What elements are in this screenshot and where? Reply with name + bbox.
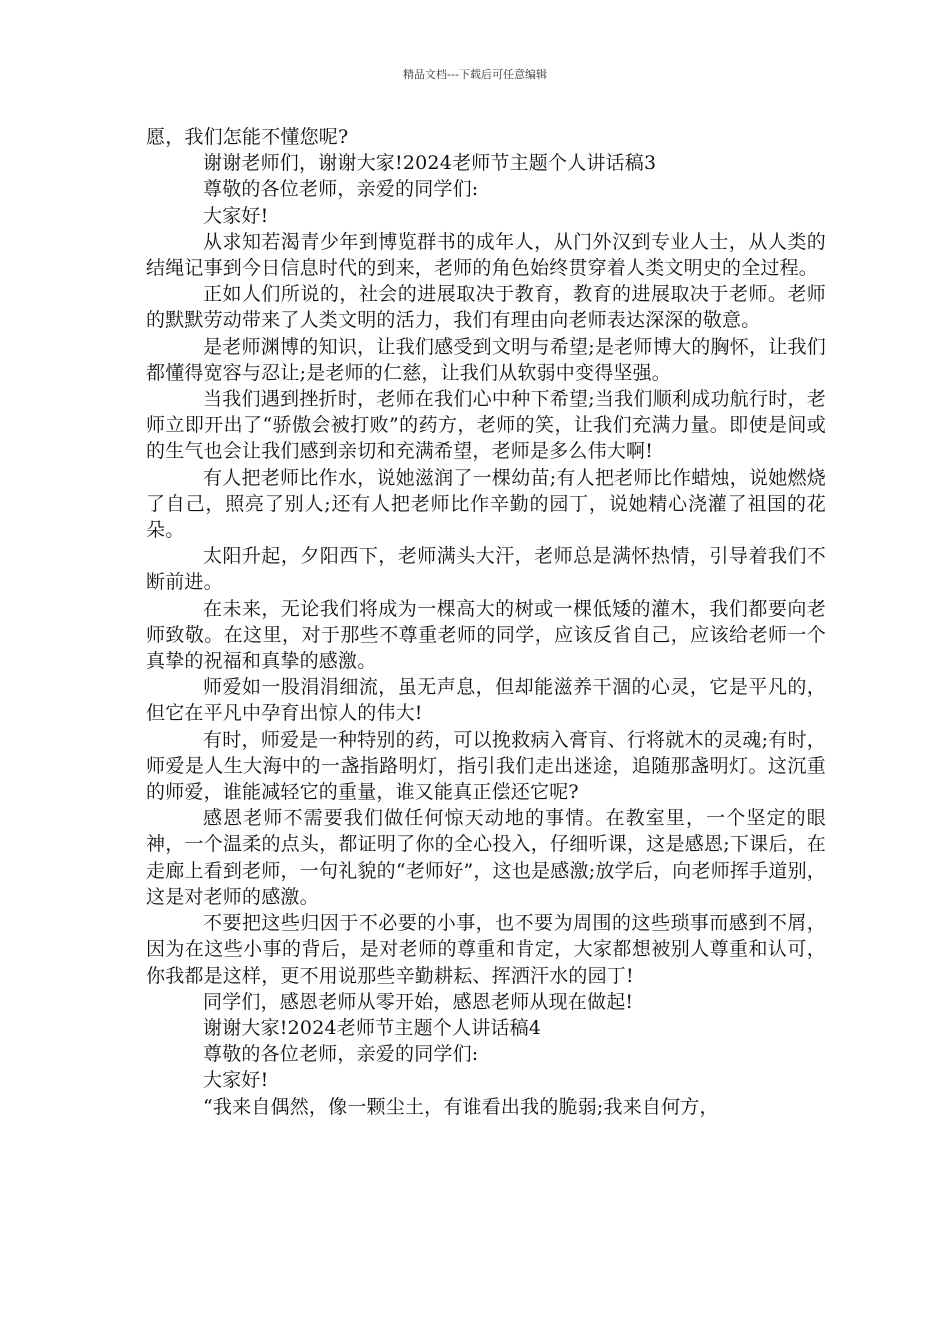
paragraph: 尊敬的各位老师，亲爱的同学们: bbox=[203, 1043, 479, 1066]
paragraph: 谢谢老师们，谢谢大家!2024老师节主题个人讲话稿3 bbox=[203, 152, 657, 175]
paragraph: 在未来，无论我们将成为一棵高大的树或一棵低矮的灌木，我们都要向老师致敬。在这里，对于那些不尊重老师的同学，应该反省自己，应该给老师一个真挚的祝福和真挚的感激。 bbox=[146, 597, 826, 673]
paragraph: 感恩老师不需要我们做任何惊天动地的事情。在教室里，一个坚定的眼神，一个温柔的点头，都证明了你的全心投入，仔细听课，这是感恩;下课后，在走廊上看到老师，一句礼貌的“老师好”，这也是感激;放学后，向老师挥手道别，这是对老师的感激。 bbox=[146, 807, 826, 908]
paragraph: 太阳升起，夕阳西下，老师满头大汗，老师总是满怀热情，引导着我们不断前进。 bbox=[146, 545, 826, 594]
paragraph: 有时，师爱是一种特别的药，可以挽救病入膏肓、行将就木的灵魂;有时，师爱是人生大海中的一盏指路明灯，指引我们走出迷途，追随那盏明灯。这沉重的师爱，谁能减轻它的重量，谁又能真正偿还它呢? bbox=[146, 728, 826, 804]
paragraph: 尊敬的各位老师，亲爱的同学们: bbox=[203, 178, 479, 201]
paragraph: 正如人们所说的，社会的进展取决于教育，教育的进展取决于老师。老师的默默劳动带来了人类文明的活力，我们有理由向老师表达深深的敬意。 bbox=[146, 283, 826, 332]
paragraph: 谢谢大家!2024老师节主题个人讲话稿4 bbox=[203, 1016, 542, 1039]
paragraph: 不要把这些归因于不必要的小事，也不要为周围的这些琐事而感到不屑，因为在这些小事的背后，是对老师的尊重和肯定，大家都想被别人尊重和认可，你我都是这样，更不用说那些辛勤耕耘、挥洒汗水的园丁! bbox=[146, 912, 826, 987]
paragraph: 大家好! bbox=[203, 204, 269, 227]
paragraph: 从求知若渴青少年到博览群书的成年人，从门外汉到专业人士，从人类的结绳记事到今日信息时代的到来，老师的角色始终贯穿着人类文明史的全过程。 bbox=[146, 230, 826, 280]
paragraph: 大家好! bbox=[203, 1069, 269, 1092]
paragraph: 有人把老师比作水，说她滋润了一棵幼苗;有人把老师比作蜡烛，说她燃烧了自己，照亮了别人;还有人把老师比作辛勤的园丁，说她精心浇灌了祖国的花朵。 bbox=[146, 466, 826, 542]
paragraph: 当我们遇到挫折时，老师在我们心中种下希望;当我们顺利成功航行时，老师立即开出了“骄傲会被打败”的药方，老师的笑，让我们充满力量。即使是间或的生气也会让我们感到亲切和充满希望，老师是多么伟大啊! bbox=[146, 388, 826, 463]
paragraph: 师爱如一股涓涓细流，虽无声息，但却能滋养干涸的心灵，它是平凡的，但它在平凡中孕育出惊人的伟大! bbox=[146, 676, 826, 725]
document-body bbox=[146, 124, 826, 1120]
paragraph: “我来自偶然，像一颗尘土，有谁看出我的脆弱;我来自何方， bbox=[203, 1095, 719, 1118]
paragraph: 是老师渊博的知识，让我们感受到文明与希望;是老师博大的胸怀，让我们都懂得宽容与忍让;是老师的仁慈，让我们从软弱中变得坚强。 bbox=[146, 335, 826, 384]
paragraph: 愿，我们怎能不懂您呢? bbox=[146, 126, 349, 148]
page-header: 精品文档---下载后可任意编辑 bbox=[403, 68, 547, 81]
paragraph: 同学们，感恩老师从零开始，感恩老师从现在做起! bbox=[203, 990, 634, 1013]
